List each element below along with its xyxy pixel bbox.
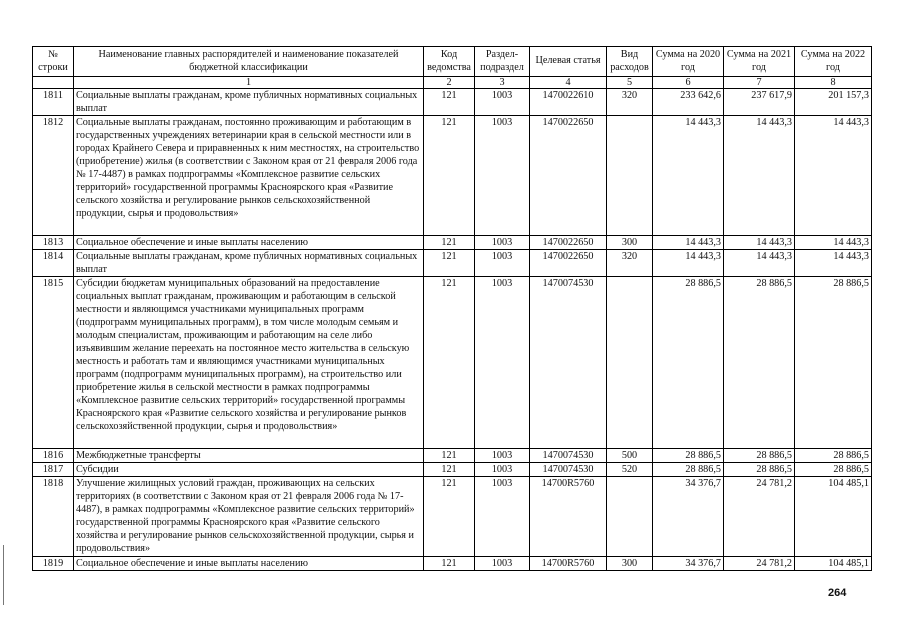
row-name: Социальные выплаты гражданам, постоянно проживающим и работающим в государственных учреждениях ветеринарии края в сельской местности или в городах Крайнего Севера и приравненных к ним местностях, на строительство (приобретение) жилья (в соответствии с Законом края от 21 февраля 2006 года № 17-4487) в рамках подпрограммы «Комплексное развитие сельских территорий» государственной программы Красноярского края «Развитие сельского хозяйства и регулирование рынков сельскохозяйственной продукции, сырья и продовольствия» bbox=[74, 116, 424, 236]
row-sum-2021: 24 781,2 bbox=[724, 477, 795, 557]
row-target-article: 1470022650 bbox=[530, 250, 607, 277]
row-sum-2022: 201 157,3 bbox=[795, 89, 872, 116]
row-section: 1003 bbox=[475, 250, 530, 277]
row-name: Социальные выплаты гражданам, кроме публичных нормативных социальных выплат bbox=[74, 250, 424, 277]
column-number: 6 bbox=[653, 77, 724, 89]
row-sum-2020: 28 886,5 bbox=[653, 449, 724, 463]
scan-edge-mark bbox=[3, 545, 4, 605]
header-sum-2020: Сумма на 2020 год bbox=[653, 47, 724, 77]
row-expense-type: 300 bbox=[607, 236, 653, 250]
header-dept-code: Код ведомства bbox=[424, 47, 475, 77]
column-number bbox=[33, 77, 74, 89]
row-target-article: 1470074530 bbox=[530, 277, 607, 449]
row-sum-2022: 104 485,1 bbox=[795, 477, 872, 557]
row-number: 1818 bbox=[33, 477, 74, 557]
header-row-no: № строки bbox=[33, 47, 74, 77]
row-sum-2021: 24 781,2 bbox=[724, 557, 795, 571]
budget-table bbox=[32, 46, 872, 571]
row-sum-2022: 28 886,5 bbox=[795, 449, 872, 463]
row-name: Субсидии бюджетам муниципальных образований на предоставление социальных выплат гражданам, проживающим и работающим в сельской местности и являющимся участниками муниципальных программ (подпрограмм муниципальных программ), в том числе молодым семьям и молодым специалистам, проживающим и работающим на селе либо изъявившим желание переехать на постоянное место жительства в сельскую местность и работать там и являющимся участниками муниципальных программ (подпрограмм муниципальных программ), на строительство или приобретение жилья в сельской местности в рамках подпрограммы «Комплексное развитие сельских территорий» государственной программы Красноярского края «Развитие сельского хозяйства и регулирование рынков сельскохозяйственной продукции, сырья и продовольствия» bbox=[74, 277, 424, 449]
row-target-article: 1470022650 bbox=[530, 116, 607, 236]
row-expense-type: 320 bbox=[607, 89, 653, 116]
row-sum-2021: 14 443,3 bbox=[724, 250, 795, 277]
row-name: Субсидии bbox=[74, 463, 424, 477]
column-number-row bbox=[33, 77, 872, 89]
page-number: 264 bbox=[828, 587, 847, 599]
row-number: 1813 bbox=[33, 236, 74, 250]
header-sum-2022: Сумма на 2022 год bbox=[795, 47, 872, 77]
header-expense-type: Вид расходов bbox=[607, 47, 653, 77]
row-sum-2022: 14 443,3 bbox=[795, 116, 872, 236]
row-target-article: 1470022650 bbox=[530, 236, 607, 250]
row-name: Межбюджетные трансферты bbox=[74, 449, 424, 463]
header-name: Наименование главных распорядителей и наименование показателей бюджетной классификации bbox=[74, 47, 424, 77]
table-row bbox=[33, 277, 872, 449]
row-dept-code: 121 bbox=[424, 557, 475, 571]
row-dept-code: 121 bbox=[424, 250, 475, 277]
table-row bbox=[33, 89, 872, 116]
row-dept-code: 121 bbox=[424, 89, 475, 116]
row-name: Социальные выплаты гражданам, кроме публичных нормативных социальных выплат bbox=[74, 89, 424, 116]
row-sum-2021: 28 886,5 bbox=[724, 449, 795, 463]
header-sum-2021: Сумма на 2021 год bbox=[724, 47, 795, 77]
row-number: 1816 bbox=[33, 449, 74, 463]
row-name: Социальное обеспечение и иные выплаты населению bbox=[74, 557, 424, 571]
row-sum-2022: 28 886,5 bbox=[795, 463, 872, 477]
row-name: Улучшение жилищных условий граждан, проживающих на сельских территориях (в соответствии с Законом края от 21 февраля 2006 года № 17-4487), в рамках подпрограммы «Комплексное развитие сельских территорий» государственной программы Красноярского края «Развитие сельского хозяйства и регулирование рынков сельскохозяйственной продукции, сырья и продовольствия» bbox=[74, 477, 424, 557]
row-sum-2020: 28 886,5 bbox=[653, 463, 724, 477]
row-expense-type: 520 bbox=[607, 463, 653, 477]
column-number: 4 bbox=[530, 77, 607, 89]
row-expense-type: 320 bbox=[607, 250, 653, 277]
row-section: 1003 bbox=[475, 116, 530, 236]
row-sum-2020: 34 376,7 bbox=[653, 557, 724, 571]
table-row bbox=[33, 463, 872, 477]
row-dept-code: 121 bbox=[424, 116, 475, 236]
column-number: 7 bbox=[724, 77, 795, 89]
row-number: 1815 bbox=[33, 277, 74, 449]
row-section: 1003 bbox=[475, 477, 530, 557]
row-dept-code: 121 bbox=[424, 236, 475, 250]
row-sum-2021: 237 617,9 bbox=[724, 89, 795, 116]
table-row bbox=[33, 250, 872, 277]
row-sum-2022: 104 485,1 bbox=[795, 557, 872, 571]
row-expense-type: 300 bbox=[607, 557, 653, 571]
row-section: 1003 bbox=[475, 557, 530, 571]
row-section: 1003 bbox=[475, 449, 530, 463]
row-target-article: 14700R5760 bbox=[530, 477, 607, 557]
row-dept-code: 121 bbox=[424, 477, 475, 557]
row-sum-2022: 14 443,3 bbox=[795, 250, 872, 277]
row-sum-2020: 28 886,5 bbox=[653, 277, 724, 449]
row-sum-2021: 14 443,3 bbox=[724, 236, 795, 250]
row-section: 1003 bbox=[475, 277, 530, 449]
row-expense-type: 500 bbox=[607, 449, 653, 463]
table-row bbox=[33, 236, 872, 250]
column-number: 1 bbox=[74, 77, 424, 89]
row-target-article: 14700R5760 bbox=[530, 557, 607, 571]
row-section: 1003 bbox=[475, 89, 530, 116]
column-number: 3 bbox=[475, 77, 530, 89]
row-sum-2022: 28 886,5 bbox=[795, 277, 872, 449]
row-name: Социальное обеспечение и иные выплаты населению bbox=[74, 236, 424, 250]
row-sum-2020: 14 443,3 bbox=[653, 250, 724, 277]
row-target-article: 1470074530 bbox=[530, 463, 607, 477]
row-sum-2022: 14 443,3 bbox=[795, 236, 872, 250]
table-row bbox=[33, 477, 872, 557]
row-expense-type bbox=[607, 277, 653, 449]
row-number: 1812 bbox=[33, 116, 74, 236]
row-sum-2021: 14 443,3 bbox=[724, 116, 795, 236]
row-expense-type bbox=[607, 477, 653, 557]
row-sum-2020: 233 642,6 bbox=[653, 89, 724, 116]
row-number: 1814 bbox=[33, 250, 74, 277]
row-sum-2020: 34 376,7 bbox=[653, 477, 724, 557]
row-sum-2021: 28 886,5 bbox=[724, 277, 795, 449]
column-number: 2 bbox=[424, 77, 475, 89]
row-number: 1811 bbox=[33, 89, 74, 116]
row-sum-2021: 28 886,5 bbox=[724, 463, 795, 477]
row-dept-code: 121 bbox=[424, 277, 475, 449]
row-sum-2020: 14 443,3 bbox=[653, 116, 724, 236]
row-sum-2020: 14 443,3 bbox=[653, 236, 724, 250]
table-row bbox=[33, 116, 872, 236]
row-section: 1003 bbox=[475, 463, 530, 477]
table-row bbox=[33, 557, 872, 571]
header-target-article: Целевая статья bbox=[530, 47, 607, 77]
row-number: 1819 bbox=[33, 557, 74, 571]
column-number: 8 bbox=[795, 77, 872, 89]
header-section: Раздел-подраздел bbox=[475, 47, 530, 77]
table-row bbox=[33, 449, 872, 463]
row-target-article: 1470022610 bbox=[530, 89, 607, 116]
column-number: 5 bbox=[607, 77, 653, 89]
row-expense-type bbox=[607, 116, 653, 236]
row-target-article: 1470074530 bbox=[530, 449, 607, 463]
row-dept-code: 121 bbox=[424, 449, 475, 463]
row-section: 1003 bbox=[475, 236, 530, 250]
header-row bbox=[33, 47, 872, 77]
row-number: 1817 bbox=[33, 463, 74, 477]
row-dept-code: 121 bbox=[424, 463, 475, 477]
